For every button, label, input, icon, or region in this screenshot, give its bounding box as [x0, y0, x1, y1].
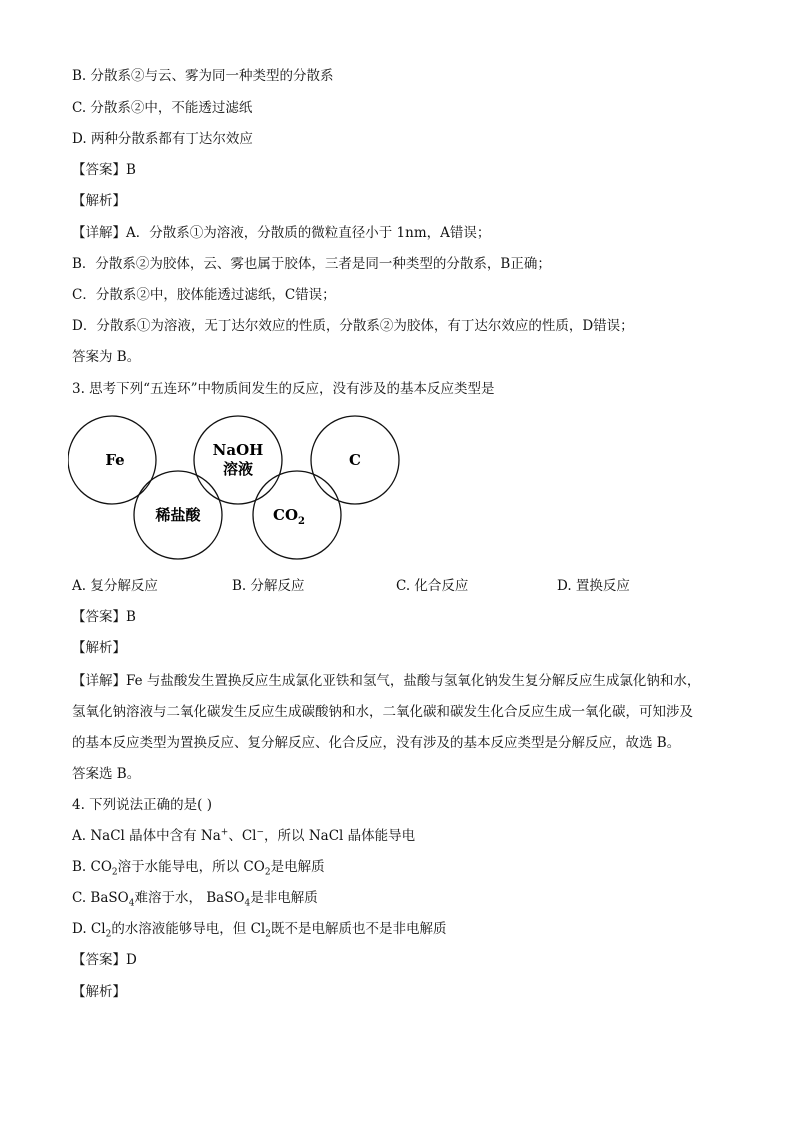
q3-option-c: C. 化合反应 — [396, 578, 469, 594]
q4-a-charge-2: − — [256, 827, 265, 838]
label-co2 — [273, 506, 305, 527]
q4-option-b — [72, 858, 325, 876]
q3-conclusion: 答案选 B。 — [72, 766, 141, 782]
q4-a-text-3: ，所以 NaCl 晶体能导电 — [264, 828, 416, 844]
q3-detail-2: 氢氧化钠溶液与二氧化碳发生反应生成碳酸钠和水，二氧化碳和碳发生化合反应生成一氧化碳，可知涉及 — [72, 704, 693, 720]
q4-analysis-tag: 【解析】 — [72, 984, 126, 1000]
q4-b-text-2: 溶于水能导电，所以 CO — [117, 859, 265, 875]
label-fe: Fe — [105, 451, 125, 469]
label-co2-main: CO — [273, 506, 299, 524]
q4-d-text-2: 的水溶液能够导电，但 Cl — [111, 921, 266, 937]
q2-detail-1: 【详解】A．分散系①为溶液，分散质的微粒直径小于 1nm，A错误； — [72, 225, 491, 241]
q4-c-text-2: 难溶于水， BaSO — [134, 890, 245, 906]
q4-b-sub-2: 2 — [264, 867, 271, 878]
q4-c-text-1: C. BaSO — [72, 890, 129, 906]
q4-b-text-1: B. CO — [72, 859, 112, 875]
label-solution: 溶液 — [222, 460, 254, 478]
q2-detail-4: D．分散系①为溶液，无丁达尔效应的性质，分散系②为胶体，有丁达尔效应的性质，D错误； — [72, 318, 634, 334]
label-hcl: 稀盐酸 — [155, 506, 201, 524]
q3-detail-1: 【详解】Fe 与盐酸发生置换反应生成氯化亚铁和氢气，盐酸与氢氧化钠发生复分解反应生成氯化钠和水， — [72, 673, 701, 689]
five-rings-diagram — [68, 410, 408, 570]
q3-option-d: D. 置换反应 — [557, 578, 630, 594]
label-co2-sub: 2 — [298, 516, 305, 527]
q4-option-c — [72, 889, 318, 907]
q4-answer: 【答案】D — [72, 952, 137, 968]
q3-analysis-tag: 【解析】 — [72, 640, 126, 656]
q4-c-sub-2: 4 — [244, 898, 251, 909]
q4-b-sub-1: 2 — [111, 867, 118, 878]
q2-option-d: D. 两种分散系都有丁达尔效应 — [72, 131, 253, 147]
q4-d-text-1: D. Cl — [72, 921, 106, 937]
q4-d-text-3: 既不是电解质也不是非电解质 — [271, 921, 447, 937]
q3-stem: 3. 思考下列“五连环”中物质间发生的反应，没有涉及的基本反应类型是 — [72, 381, 495, 397]
q4-option-a — [72, 827, 415, 845]
q4-d-sub-2: 2 — [265, 929, 271, 940]
q2-detail-2: B．分散系②为胶体，云、雾也属于胶体，三者是同一种类型的分散系，B正确； — [72, 256, 551, 272]
q2-answer: 【答案】B — [72, 162, 136, 178]
q2-analysis-tag: 【解析】 — [72, 193, 126, 209]
q2-option-b: B. 分散系②与云、雾为同一种类型的分散系 — [72, 68, 334, 84]
q3-option-a: A. 复分解反应 — [72, 578, 158, 594]
q4-c-text-3: 是非电解质 — [250, 890, 318, 906]
q4-a-text-2: 、Cl — [228, 828, 257, 844]
q3-detail-3: 的基本反应类型为置换反应、复分解反应、化合反应，没有涉及的基本反应类型是分解反应，故选 B。 — [72, 735, 681, 751]
q4-d-sub-1: 2 — [105, 929, 112, 940]
q3-options — [72, 577, 712, 595]
q2-detail-3: C．分散系②中，胶体能透过滤纸，C错误； — [72, 287, 336, 303]
q4-b-text-3: 是电解质 — [270, 859, 325, 875]
q3-answer: 【答案】B — [72, 609, 136, 625]
q4-a-charge-1: + — [220, 827, 229, 838]
q4-a-text-1: A. NaCl 晶体中含有 Na — [72, 828, 221, 844]
q4-c-sub-1: 4 — [128, 898, 135, 909]
q4-option-d — [72, 920, 447, 938]
q3-option-b: B. 分解反应 — [232, 578, 305, 594]
q4-stem: 4. 下列说法正确的是( ) — [72, 797, 212, 813]
label-naoh: NaOH — [212, 441, 264, 459]
q2-option-c: C. 分散系②中，不能透过滤纸 — [72, 100, 253, 116]
label-c: C — [349, 451, 361, 469]
q2-conclusion: 答案为 B。 — [72, 349, 141, 365]
